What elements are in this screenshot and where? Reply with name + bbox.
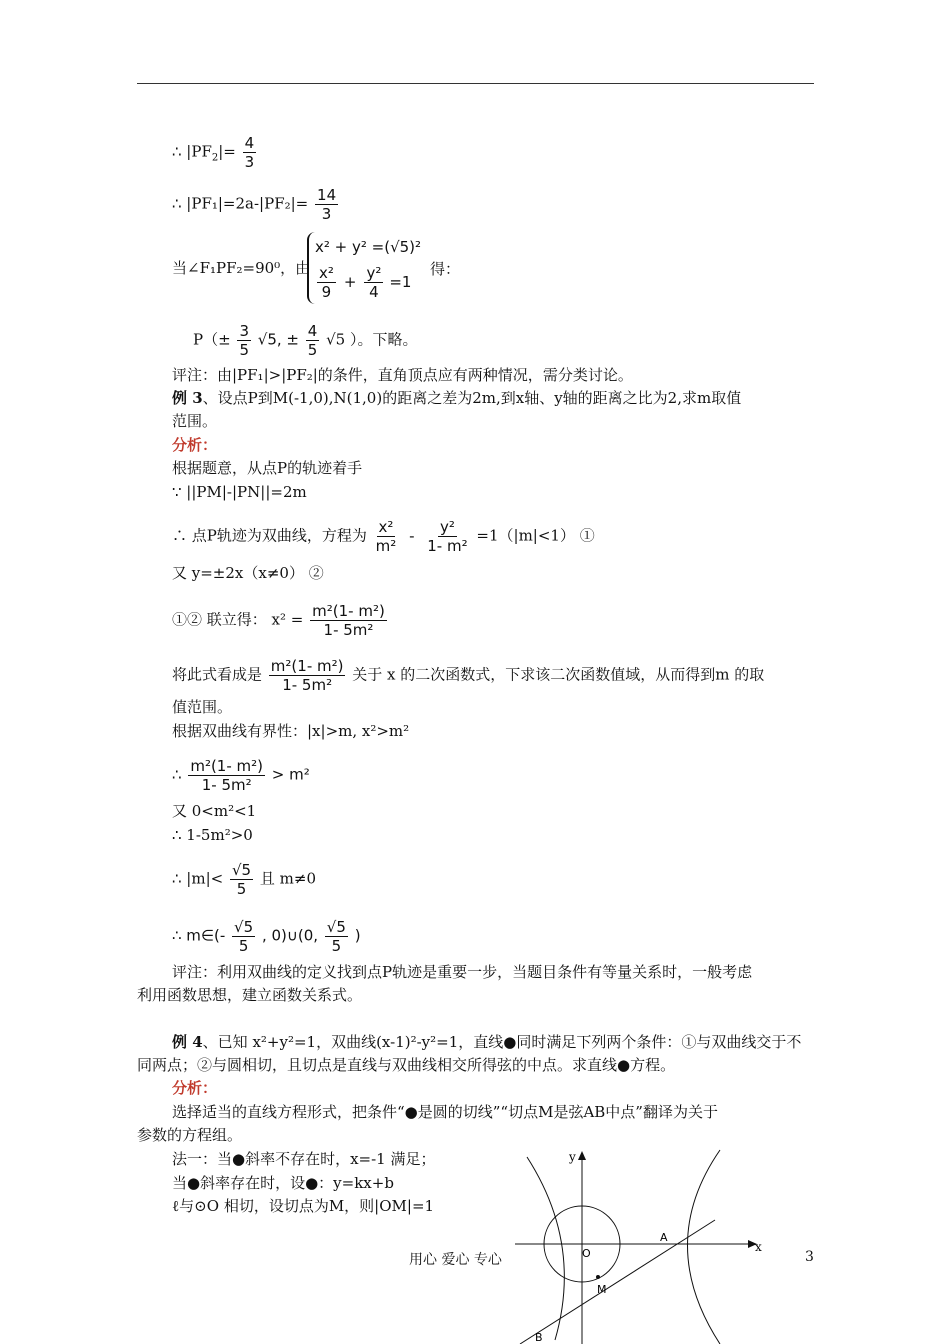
point-m	[596, 1275, 600, 1279]
hyperbola-circle-figure	[515, 1145, 765, 1344]
y-label: y	[569, 1150, 576, 1164]
analysis-text-2-cont: 参数的方程组。	[137, 1126, 243, 1144]
x-label: x	[755, 1240, 762, 1254]
line-combine: ①② 联立得： x² = $\frac{\text{m²(1- m²)}}{\text{1- 5m²}}$	[172, 602, 385, 639]
hyperbola-left-branch	[527, 1157, 564, 1340]
analysis-heading-1: 分析：	[172, 436, 218, 454]
line-range: 值范围。	[172, 698, 233, 716]
method-1-tangent: ℓ与⊙O 相切，设切点为M，则|OM|=1	[172, 1197, 435, 1215]
method-1: 法一：当●斜率不存在时，x=-1 满足；	[172, 1150, 436, 1168]
line-point-p: P（± $\frac{3}{5}$ √5, ± $\frac{4}{5}$ √5 ）。下略。	[193, 322, 418, 359]
comment-2: 评注：利用双曲线的定义找到点P轨迹是重要一步，当题目条件有等量关系时，一般考虑	[172, 963, 753, 981]
line-angle: 当∠F₁PF₂=90⁰，由	[172, 259, 311, 277]
line-pf1: ∴ |PF₁|=2a-|PF₂|= $\frac{14}{3}$	[172, 186, 337, 223]
line-m-set: ∴ m∈(- $\frac{√5}{5}$ , 0)∪(0, $\frac{√5}{5}$ )	[172, 918, 361, 955]
line-view-as: 将此式看成是 $\frac{\text{m²(1- m²)}}{\text{1- 5m²}}$ 关于 x 的二次函数式，下求该二次函数值域，从而得到m 的取	[172, 657, 765, 694]
comment-1: 评注：由|PF₁|>|PF₂|的条件，直角顶点应有两种情况，需分类讨论。	[172, 366, 633, 384]
y-axis-arrow	[578, 1151, 586, 1160]
line-m2-range: 又 0<m²<1	[172, 802, 257, 820]
line-abs-m: ∴ |m|< $\frac{√5}{5}$ 且 m≠0	[172, 861, 316, 898]
line-inequality: ∴ $\frac{\text{m²(1- m²)}}{\text{1- 5m²}}$ > m²	[172, 757, 310, 794]
line-hyperbola-eq: ∴ 点P轨迹为双曲线，方程为 $\frac{\text{x²}}{\text{m²}}$ - $\frac{\text{y²}}{\text{1- m²}}$ =1（|m|<1） ①	[172, 518, 595, 555]
analysis-text-1: 根据题意，从点P的轨迹着手	[172, 459, 363, 477]
line-pm-pn: ∵ ||PM|-|PN||=2m	[172, 483, 307, 501]
example-3: 例 3、设点P到M(-1,0),N(1,0)的距离之差为2m,到x轴、y轴的距离之比为2,求m取值	[172, 389, 742, 407]
line-l	[520, 1220, 715, 1344]
line-y-2x: 又 y=±2x（x≠0） ②	[172, 564, 324, 582]
point-b-label: B	[535, 1331, 543, 1344]
point-a-label: A	[660, 1231, 668, 1244]
equation-system: x² + y² =(√5)² $\frac{\text{x²}}{9}$ + $\frac{\text{y²}}{4}$ =1	[307, 232, 421, 304]
line-pf2: ∴ $|PF_2|=$ $\frac{4}{3}$	[172, 134, 255, 171]
line-angle-end: 得：	[430, 260, 461, 278]
origin-label: O	[582, 1247, 591, 1260]
analysis-heading-2: 分析：	[172, 1079, 218, 1097]
header-rule	[137, 83, 814, 84]
point-m-label: M	[597, 1283, 607, 1296]
hyperbola-right-branch	[688, 1150, 721, 1344]
page-number: 3	[805, 1249, 814, 1265]
example-4-cont: 同两点；②与圆相切，且切点是直线与双曲线相交所得弦的中点。求直线●方程。	[137, 1056, 676, 1074]
frac-4-3: $\frac{4}{3}$	[244, 134, 255, 171]
frac-14-3: $\frac{14}{3}$	[317, 186, 337, 223]
example-3-cont: 范围。	[172, 412, 218, 430]
line-bounded: 根据双曲线有界性：|x|>m, x²>m²	[172, 722, 410, 740]
analysis-text-2: 选择适当的直线方程形式，把条件“●是圆的切线”“切点M是弦AB中点”翻译为关于	[172, 1103, 718, 1121]
line-1-5m2: ∴ 1-5m²>0	[172, 826, 253, 844]
comment-2-cont: 利用函数思想，建立函数关系式。	[137, 986, 363, 1004]
example-4: 例 4、已知 x²+y²=1，双曲线(x-1)²-y²=1，直线●同时满足下列两个条件：①与双曲线交于不	[172, 1033, 802, 1051]
footer-motto: 用心 爱心 专心	[409, 1252, 502, 1268]
method-1-slope: 当●斜率存在时，设●：y=kx+b	[172, 1174, 394, 1192]
